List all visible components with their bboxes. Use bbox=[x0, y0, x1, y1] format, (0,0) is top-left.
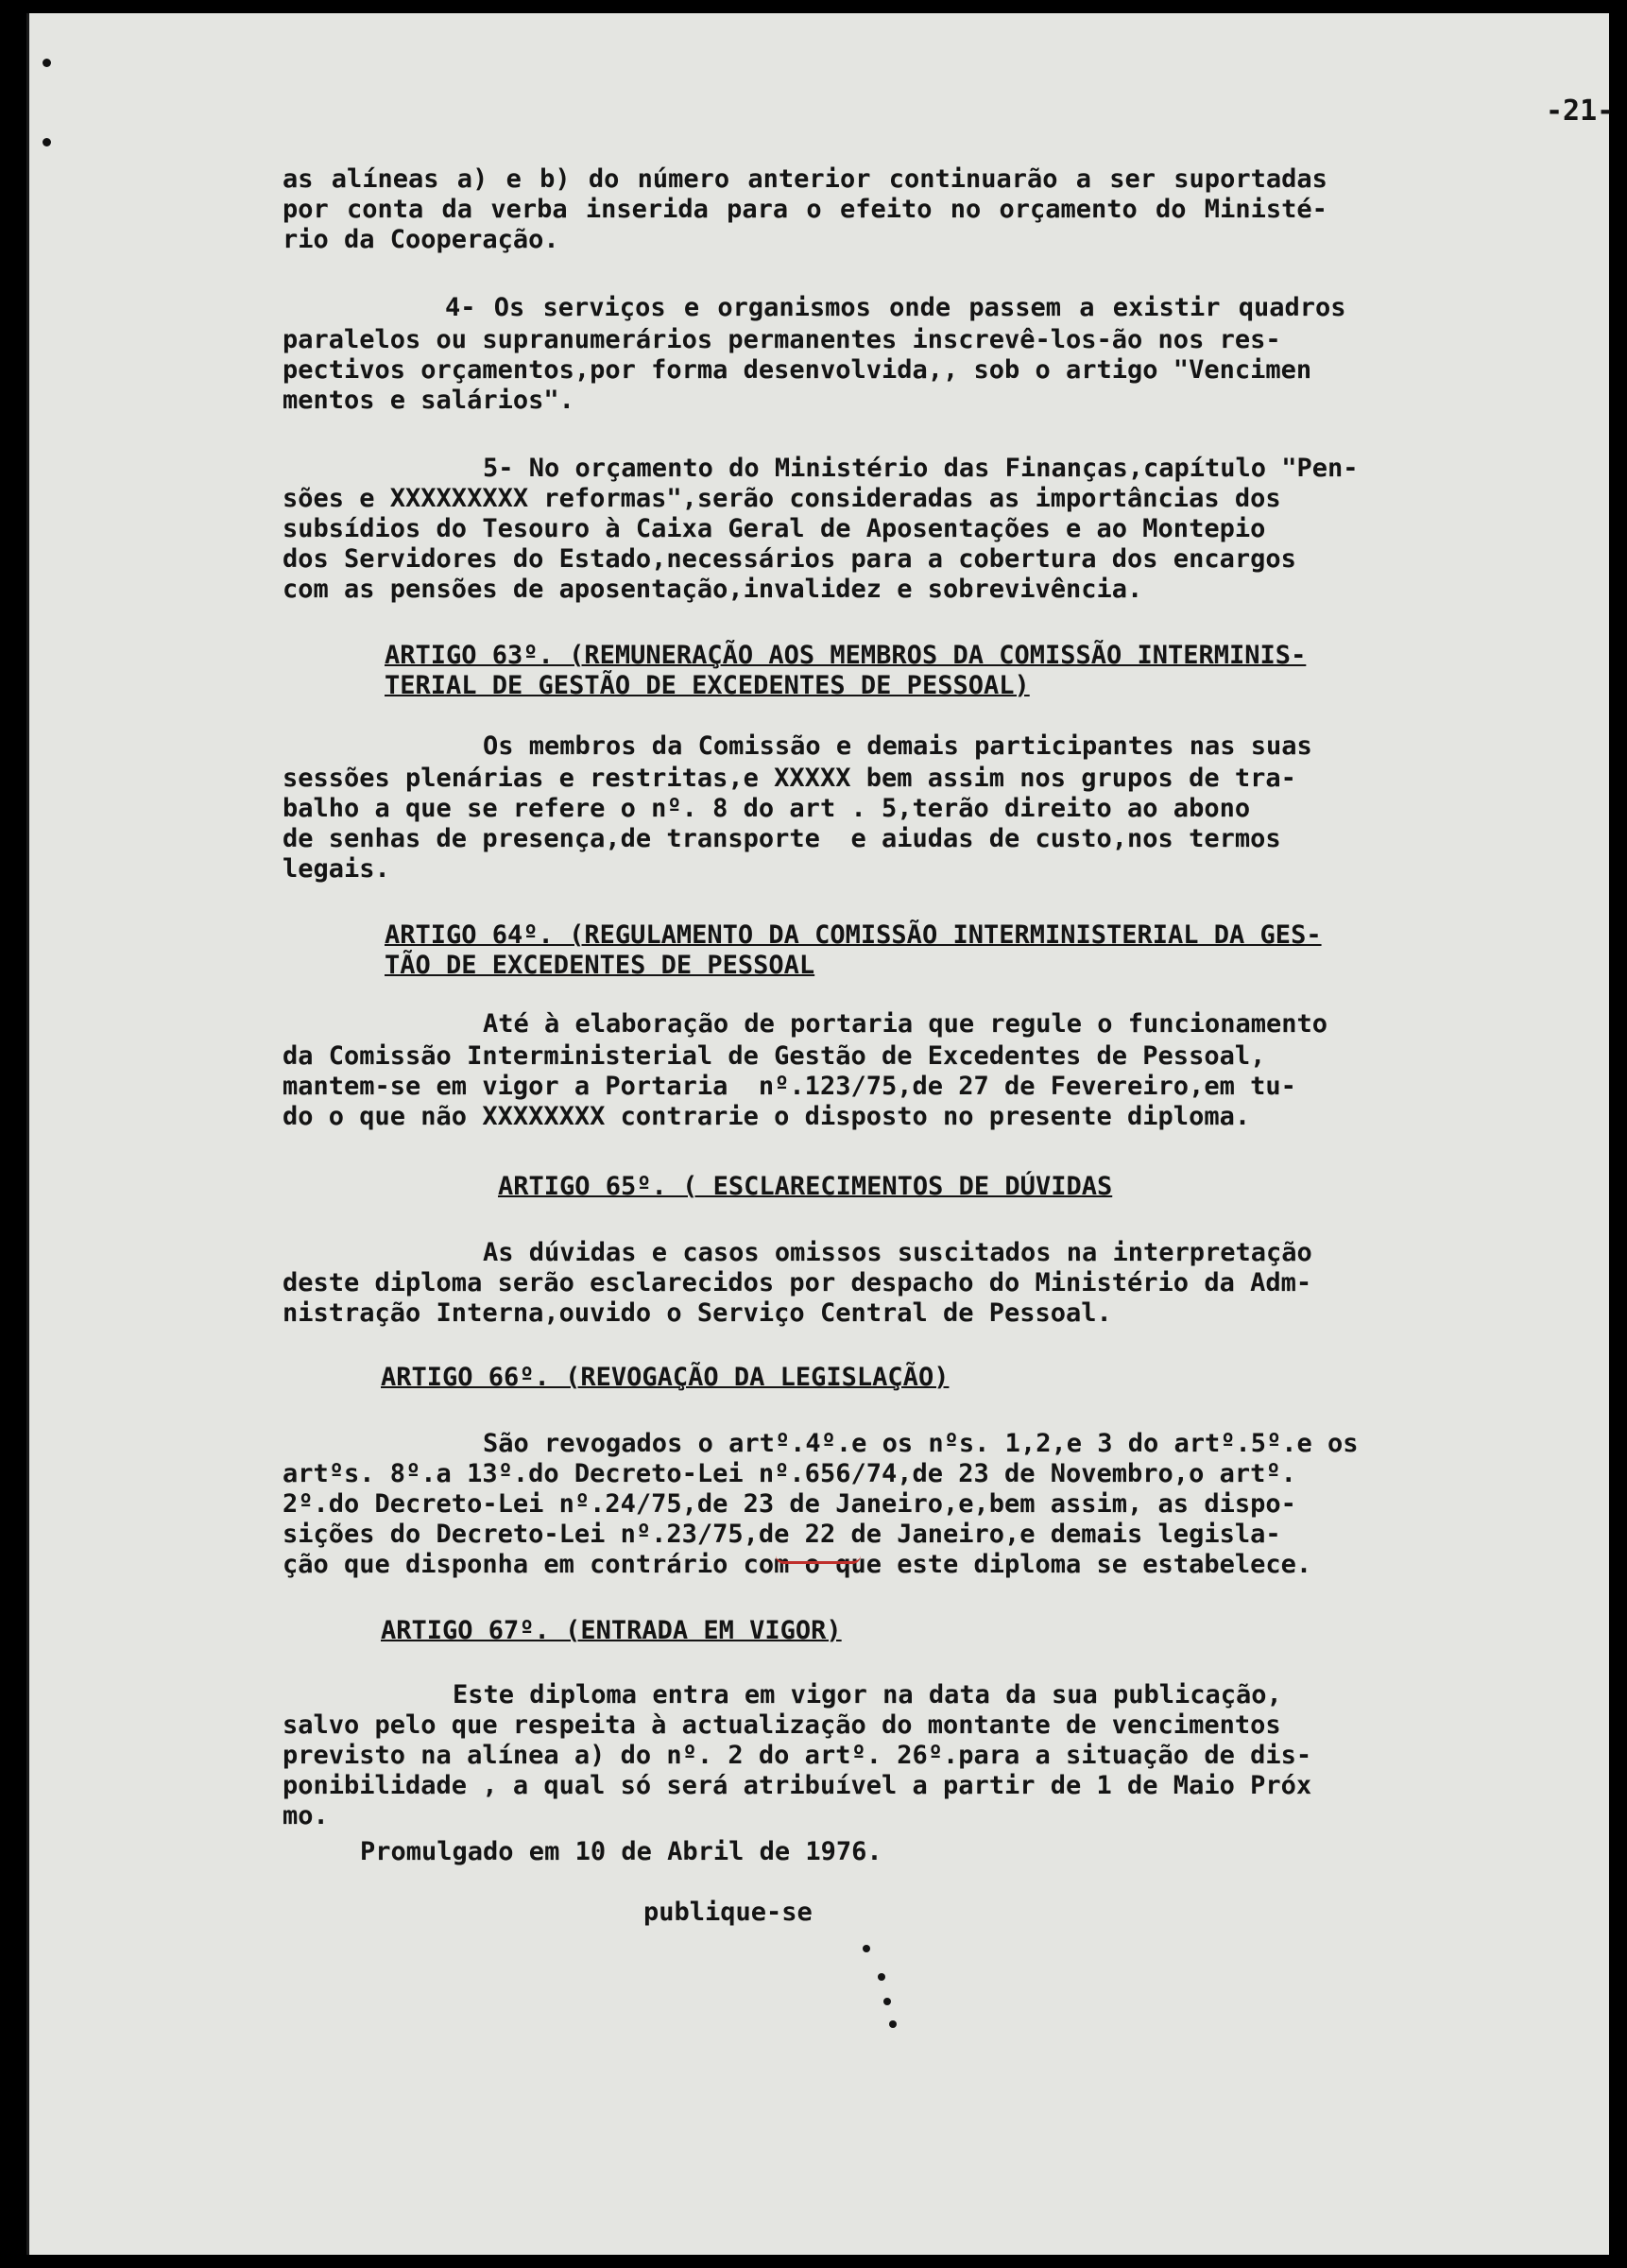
ellipsis-dot bbox=[878, 1973, 885, 1981]
article-heading: TÃO DE EXCEDENTES DE PESSOAL bbox=[385, 951, 815, 980]
document-page bbox=[26, 13, 1615, 2255]
text-line: legais. bbox=[283, 854, 390, 884]
text-line: paralelos ou supranumerários permanentes inscrevê-los-ão nos res- bbox=[283, 325, 1281, 354]
text-line: do o que não XXXXXXXX contrarie o disposto no presente diploma. bbox=[283, 1102, 1251, 1131]
article-heading: ARTIGO 64º. (REGULAMENTO DA COMISSÃO INTERMINISTERIAL DA GES- bbox=[385, 920, 1322, 950]
text-line: previsto na alínea a) do nº. 2 do artº. 26º.para a situação de dis- bbox=[283, 1741, 1312, 1770]
text-line: balho a que se refere o nº. 8 do art . 5,terão direito ao abono bbox=[283, 794, 1251, 823]
text-line: rio da Cooperação. bbox=[283, 225, 559, 254]
text-line: salvo pelo que respeita à actualização do montante de vencimentos bbox=[283, 1710, 1281, 1740]
text-line: 5- No orçamento do Ministério das Finanças,capítulo "Pen- bbox=[483, 454, 1359, 483]
text-line: ção que disponha em contrário com o que este diploma se estabelece. bbox=[283, 1550, 1312, 1579]
text-line: sões e XXXXXXXXX reformas",serão consideradas as importâncias dos bbox=[283, 484, 1281, 513]
text-line: mantem-se em vigor a Portaria nº.123/75,de 27 de Fevereiro,em tu- bbox=[283, 1072, 1296, 1101]
text-line: com as pensões de aposentação,invalidez e sobrevivência. bbox=[283, 575, 1143, 604]
text-line: 2º.do Decreto-Lei nº.24/75,de 23 de Janeiro,e,bem assim, as dispo- bbox=[283, 1489, 1296, 1519]
text-line: Os membros da Comissão e demais participantes nas suas bbox=[483, 731, 1312, 761]
text-line: sições do Decreto-Lei nº.23/75,de 22 de Janeiro,e demais legisla- bbox=[283, 1520, 1281, 1549]
text-line: deste diploma serão esclarecidos por despacho do Ministério da Adm- bbox=[283, 1268, 1312, 1297]
typed-text bbox=[29, 13, 1615, 2255]
text-line: artºs. 8º.a 13º.do Decreto-Lei nº.656/74,de 23 de Novembro,o artº. bbox=[283, 1459, 1296, 1488]
text-line: por conta da verba inserida para o efeito no orçamento do Ministé- bbox=[283, 195, 1327, 224]
ellipsis-dot bbox=[863, 1945, 870, 1952]
text-line: mentos e salários". bbox=[283, 386, 574, 415]
article-heading: ARTIGO 67º. (ENTRADA EM VIGOR) bbox=[381, 1616, 842, 1645]
handwritten-red-underline bbox=[776, 1555, 861, 1564]
publication-order: publique-se bbox=[643, 1898, 813, 1927]
ellipsis-dot bbox=[883, 1998, 891, 2005]
text-line: sessões plenárias e restritas,e XXXXX bem assim nos grupos de tra- bbox=[283, 764, 1296, 793]
text-line: Até à elaboração de portaria que regule o funcionamento bbox=[483, 1009, 1328, 1039]
article-heading: TERIAL DE GESTÃO DE EXCEDENTES DE PESSOAL) bbox=[385, 671, 1030, 700]
text-line: da Comissão Interministerial de Gestão de Excedentes de Pessoal, bbox=[283, 1041, 1266, 1071]
text-line: as alíneas a) e b) do número anterior continuarão a ser suportadas bbox=[283, 164, 1327, 194]
text-line: São revogados o artº.4º.e os nºs. 1,2,e 3 do artº.5º.e os bbox=[483, 1429, 1359, 1458]
text-line: 4- Os serviços e organismos onde passem a existir quadros bbox=[445, 293, 1346, 322]
text-line: As dúvidas e casos omissos suscitados na interpretação bbox=[483, 1238, 1312, 1267]
article-heading: ARTIGO 65º. ( ESCLARECIMENTOS DE DÚVIDAS bbox=[498, 1172, 1113, 1201]
ellipsis-dot bbox=[889, 2020, 897, 2028]
text-line: Este diploma entra em vigor na data da sua publicação, bbox=[453, 1680, 1282, 1710]
article-heading: ARTIGO 66º. (REVOGAÇÃO DA LEGISLAÇÃO) bbox=[381, 1363, 950, 1392]
text-line: dos Servidores do Estado,necessários para a cobertura dos encargos bbox=[283, 544, 1296, 574]
text-line: pectivos orçamentos,por forma desenvolvida,, sob o artigo "Vencimen bbox=[283, 355, 1312, 385]
page-number: -21- bbox=[1546, 94, 1615, 128]
text-line: subsídios do Tesouro à Caixa Geral de Aposentações e ao Montepio bbox=[283, 514, 1266, 543]
text-line: ponibilidade , a qual só será atribuível a partir de 1 de Maio Próx bbox=[283, 1771, 1312, 1800]
text-line: mo. bbox=[283, 1801, 329, 1830]
text-line: de senhas de presença,de transporte e aiudas de custo,nos termos bbox=[283, 824, 1281, 853]
article-heading: ARTIGO 63º. (REMUNERAÇÃO AOS MEMBROS DA COMISSÃO INTERMINIS- bbox=[385, 641, 1307, 670]
promulgation-line: Promulgado em 10 de Abril de 1976. bbox=[360, 1837, 882, 1866]
text-line: nistração Interna,ouvido o Serviço Central de Pessoal. bbox=[283, 1298, 1112, 1328]
